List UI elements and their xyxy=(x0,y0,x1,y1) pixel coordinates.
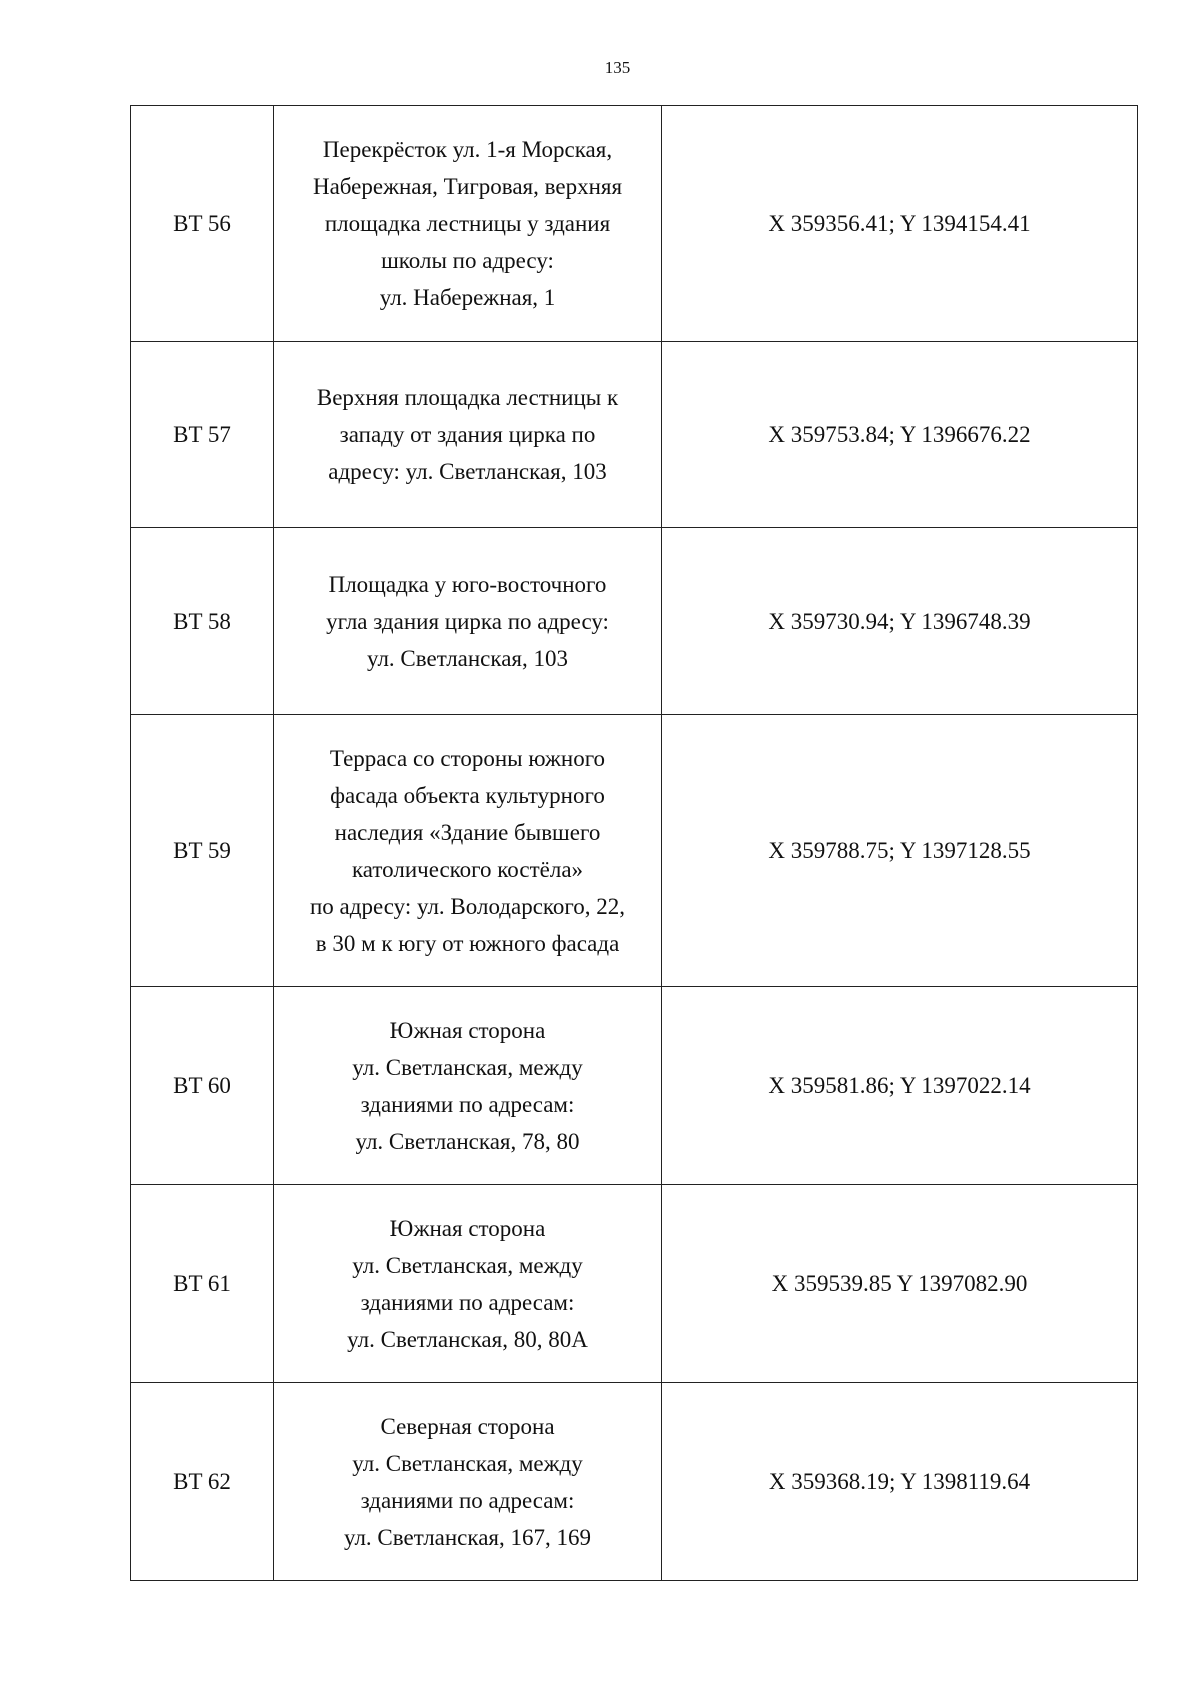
point-coordinates: X 359788.75; Y 1397128.55 xyxy=(662,715,1138,987)
point-code: BT 57 xyxy=(131,342,274,528)
description-line: ул. Светланская, между xyxy=(352,1054,583,1080)
points-table xyxy=(130,105,1138,1581)
description-line: Площадка у юго-восточного xyxy=(328,571,607,597)
point-code: BT 61 xyxy=(131,1185,274,1383)
table-row xyxy=(131,1383,1138,1581)
description-line: адресу: ул. Светланская, 103 xyxy=(328,459,607,484)
description-line: ул. Светланская, 80, 80А xyxy=(347,1326,588,1352)
description-line: Терраса со стороны южного xyxy=(329,745,606,771)
point-coordinates: X 359356.41; Y 1394154.41 xyxy=(662,106,1138,342)
point-coordinates: X 359730.94; Y 1396748.39 xyxy=(662,528,1138,715)
description-line: Верхняя площадка лестницы к xyxy=(316,385,619,410)
point-coordinates: X 359368.19; Y 1398119.64 xyxy=(662,1383,1138,1581)
point-description xyxy=(274,1383,662,1581)
description-line: ул. Светланская, между xyxy=(352,1252,583,1278)
point-description xyxy=(274,106,662,342)
description-line: Южная сторона xyxy=(389,1215,546,1241)
table-row xyxy=(131,342,1138,528)
description-line: католического костёла» xyxy=(351,856,584,882)
description-line: школы по адресу: xyxy=(381,248,554,273)
point-description xyxy=(274,1185,662,1383)
description-line: ул. Набережная, 1 xyxy=(379,285,556,310)
point-description xyxy=(274,715,662,987)
description-line: зданиями по адресам: xyxy=(360,1091,575,1117)
description-line: Перекрёсток ул. 1-я Морская, xyxy=(322,137,613,162)
description-line: Северная сторона xyxy=(380,1413,555,1439)
description-line: ул. Светланская, 167, 169 xyxy=(343,1524,592,1550)
description-line: западу от здания цирка по xyxy=(339,422,596,447)
table-row xyxy=(131,987,1138,1185)
point-description xyxy=(274,342,662,528)
description-line: ул. Светланская, 103 xyxy=(366,645,569,671)
table-row xyxy=(131,1185,1138,1383)
table-row xyxy=(131,715,1138,987)
point-description xyxy=(274,528,662,715)
point-coordinates: X 359539.85 Y 1397082.90 xyxy=(662,1185,1138,1383)
point-code: BT 60 xyxy=(131,987,274,1185)
description-line: ул. Светланская, 78, 80 xyxy=(355,1128,580,1154)
page-number: 135 xyxy=(604,58,631,77)
description-line: Южная сторона xyxy=(389,1017,546,1043)
description-line: зданиями по адресам: xyxy=(360,1289,575,1315)
table-row xyxy=(131,106,1138,342)
point-coordinates: X 359581.86; Y 1397022.14 xyxy=(662,987,1138,1185)
description-line: площадка лестницы у здания xyxy=(324,211,611,236)
description-line: по адресу: ул. Володарского, 22, xyxy=(309,893,626,919)
description-line: угла здания цирка по адресу: xyxy=(326,608,609,634)
point-code: BT 56 xyxy=(131,106,274,342)
description-line: наследия «Здание бывшего xyxy=(334,819,601,845)
description-line: ул. Светланская, между xyxy=(352,1450,583,1476)
description-line: фасада объекта культурного xyxy=(330,782,605,808)
point-description xyxy=(274,987,662,1185)
description-line: зданиями по адресам: xyxy=(360,1487,575,1513)
point-code: BT 58 xyxy=(131,528,274,715)
point-code: BT 62 xyxy=(131,1383,274,1581)
point-coordinates: X 359753.84; Y 1396676.22 xyxy=(662,342,1138,528)
table-row xyxy=(131,528,1138,715)
point-code: BT 59 xyxy=(131,715,274,987)
description-line: в 30 м к югу от южного фасада xyxy=(315,930,620,956)
description-line: Набережная, Тигровая, верхняя xyxy=(312,174,623,199)
